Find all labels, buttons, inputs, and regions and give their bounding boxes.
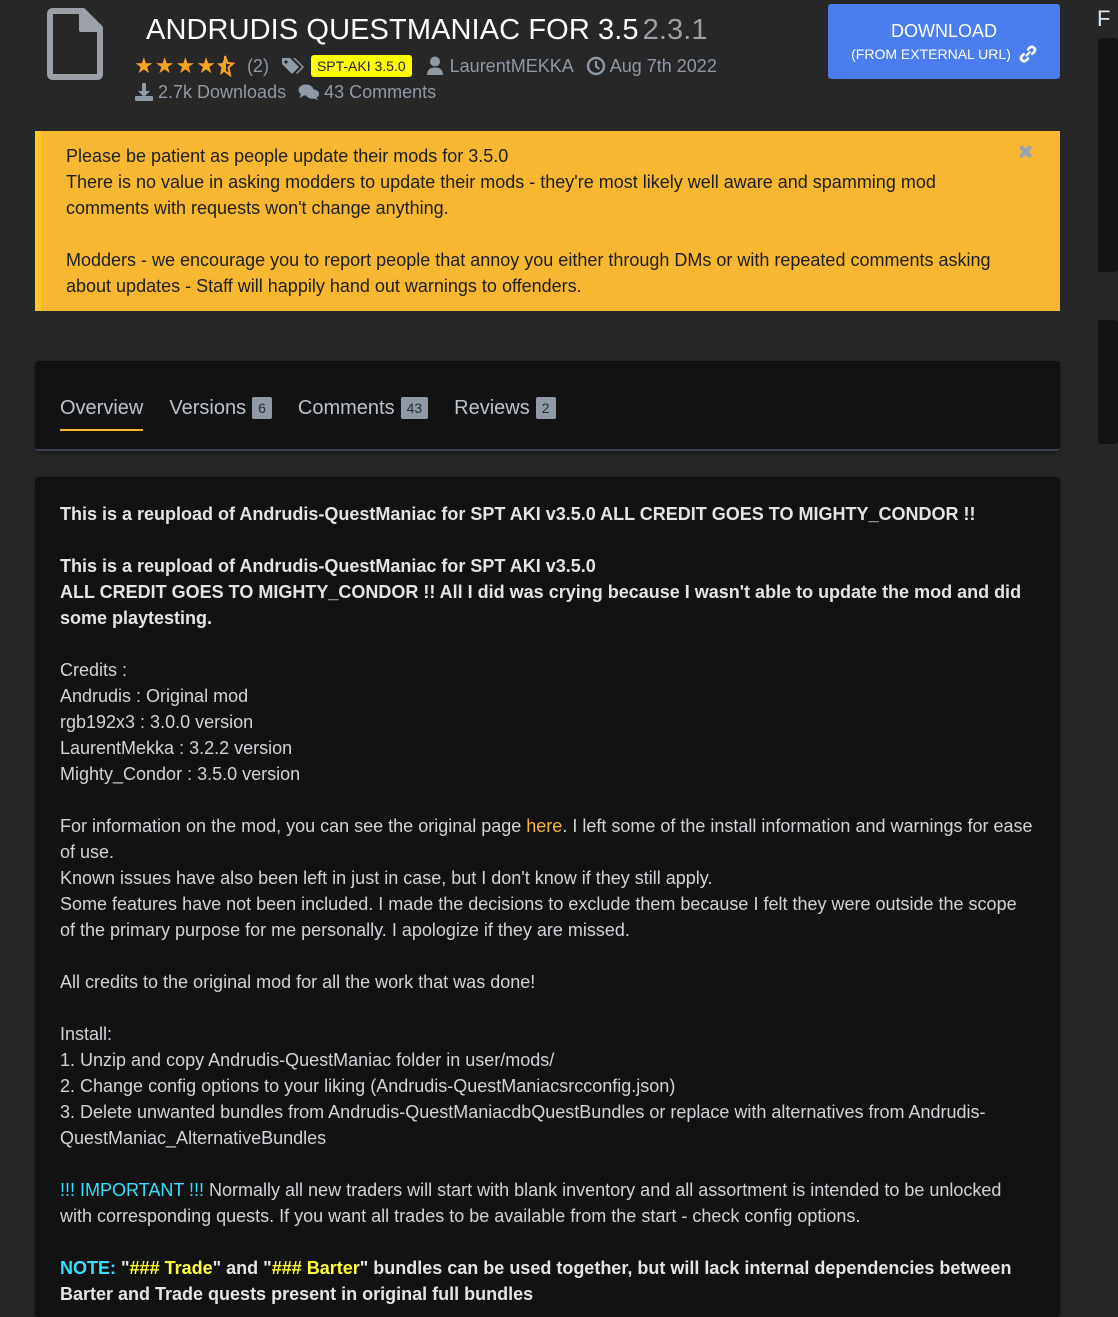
mod-description [35, 477, 1060, 1317]
info-text: For information on the mod, you can see the original page [60, 816, 527, 836]
comment-count[interactable]: 43 Comments [324, 81, 437, 102]
install-heading: Install: [60, 1024, 113, 1044]
known-issues-text: Known issues have also been left in just in case, but I don't know if they still apply. [60, 868, 713, 888]
notice-line: Modders - we encourage you to report people that annoy you either through DMs or with repeated comments asking about updates - Staff will happily hand out warnings to offenders. [66, 250, 991, 296]
download-button-sublabel [851, 43, 1037, 65]
important-text: Normally all new traders will start with blank inventory and all assortment is intended to be unlocked with corresponding quests. If you want all trades to be available from the start - check config options. [60, 1180, 1002, 1226]
mod-tabs-panel [35, 361, 1060, 451]
info-text: . I left some of the install information and warnings for ease of use. [60, 816, 1033, 862]
mod-name: ANDRUDIS QUESTMANIAC FOR 3.5 [146, 14, 639, 46]
install-step: 2. Change config options to your liking (Andrudis-QuestManiacsrcconfig.json) [60, 1076, 676, 1096]
tab-count-badge: 2 [536, 397, 556, 419]
important-paragraph [60, 1177, 1035, 1229]
credit-item: Andrudis : Original mod [60, 686, 249, 706]
rating-count: (2) [246, 55, 269, 76]
star-icon: ★ [196, 53, 216, 78]
description-credit-line: ALL CREDIT GOES TO MIGHTY_CONDOR !! All I did was crying because I wasn't able to update the mod and did some playtesting. [60, 582, 1022, 628]
game-version-tag[interactable]: SPT-AKI 3.5.0 [311, 55, 412, 77]
download-source-label: (FROM EXTERNAL URL) [851, 45, 1011, 62]
credit-item: rgb192x3 : 3.0.0 version [60, 712, 254, 732]
note-barter-highlight: ### Barter [271, 1258, 360, 1278]
important-label: !!! IMPORTANT !!! [60, 1180, 205, 1200]
notice-line: There is no value in asking modders to update their mods - they're most likely well aware and spamming mod comments with requests won't change anything. [66, 172, 936, 218]
note-trade-highlight: ### Trade [129, 1258, 213, 1278]
tab-reviews[interactable] [454, 391, 555, 425]
mod-version: 2.3.1 [642, 14, 708, 46]
install-step: 1. Unzip and copy Andrudis-QuestManiac folder in user/mods/ [60, 1050, 555, 1070]
star-icon: ★ [154, 53, 175, 78]
clock-icon [586, 56, 606, 76]
all-credits-text: All credits to the original mod for all the work that was done! [60, 972, 536, 992]
credits-heading: Credits : [60, 660, 128, 680]
author-link[interactable]: LaurentMEKKA [449, 55, 574, 76]
description-subheadline: This is a reupload of Andrudis-QuestManiac for SPT AKI v3.5.0 [60, 556, 596, 576]
tab-versions[interactable] [169, 391, 272, 425]
tags-icon [281, 56, 305, 76]
tab-bar [60, 391, 582, 425]
sidebar-panel [1098, 38, 1118, 272]
description-headline: This is a reupload of Andrudis-QuestManiac for SPT AKI v3.5.0 ALL CREDIT GOES TO MIGHTY_CONDOR !! [60, 504, 976, 524]
note-text: " bundles can be used together, but will lack internal dependencies between Barter and Trade quests present in original full bundles [60, 1258, 1012, 1304]
download-count: 2.7k Downloads [158, 81, 287, 102]
info-paragraph [60, 813, 1035, 865]
sidebar-panel [1098, 320, 1118, 444]
features-text: Some features have not been included. I made the decisions to exclude them because I felt they were outside the scope of the primary purpose for me personally. I apologize if they are missed. [60, 894, 1017, 940]
star-rating [134, 55, 233, 77]
mod-title [146, 14, 708, 47]
user-icon [426, 56, 444, 76]
star-icon: ★ [134, 53, 154, 78]
tab-comments[interactable] [298, 391, 428, 425]
tab-count-badge: 43 [401, 397, 429, 419]
tab-label: Versions [169, 396, 247, 419]
credit-item: LaurentMekka : 3.2.2 version [60, 738, 293, 758]
half-star-icon [217, 55, 233, 77]
mod-meta-row [134, 53, 717, 79]
star-icon: ★ [175, 53, 196, 78]
notice-line: Please be patient as people update their mods for 3.5.0 [66, 146, 509, 166]
credit-item: Mighty_Condor : 3.5.0 version [60, 764, 301, 784]
publish-date: Aug 7th 2022 [609, 55, 717, 76]
download-icon [134, 82, 154, 102]
note-text: " [116, 1258, 130, 1278]
tab-label: Overview [60, 396, 144, 419]
sidebar-heading-partial: F [1097, 6, 1111, 31]
update-notice-banner [35, 131, 1060, 311]
note-paragraph [60, 1255, 1035, 1307]
tab-overview[interactable] [60, 391, 143, 425]
download-button-label: DOWNLOAD [890, 20, 997, 41]
tab-label: Reviews [454, 396, 530, 419]
original-page-link[interactable]: here [526, 816, 563, 836]
download-button[interactable] [828, 4, 1060, 79]
tab-count-badge: 6 [252, 397, 272, 419]
comments-icon [298, 83, 320, 101]
mod-stats-row [134, 80, 436, 104]
install-step: 3. Delete unwanted bundles from Andrudis-QuestManiacdbQuestBundles or replace with alternatives from Andrudis-QuestManiac_AlternativeBundles [60, 1102, 986, 1148]
tab-label: Comments [297, 396, 395, 419]
file-icon [47, 8, 103, 80]
note-text: " and " [212, 1258, 272, 1278]
note-label: NOTE: [60, 1258, 116, 1278]
link-icon [1019, 45, 1037, 63]
close-icon[interactable]: ✖ [1017, 142, 1034, 164]
